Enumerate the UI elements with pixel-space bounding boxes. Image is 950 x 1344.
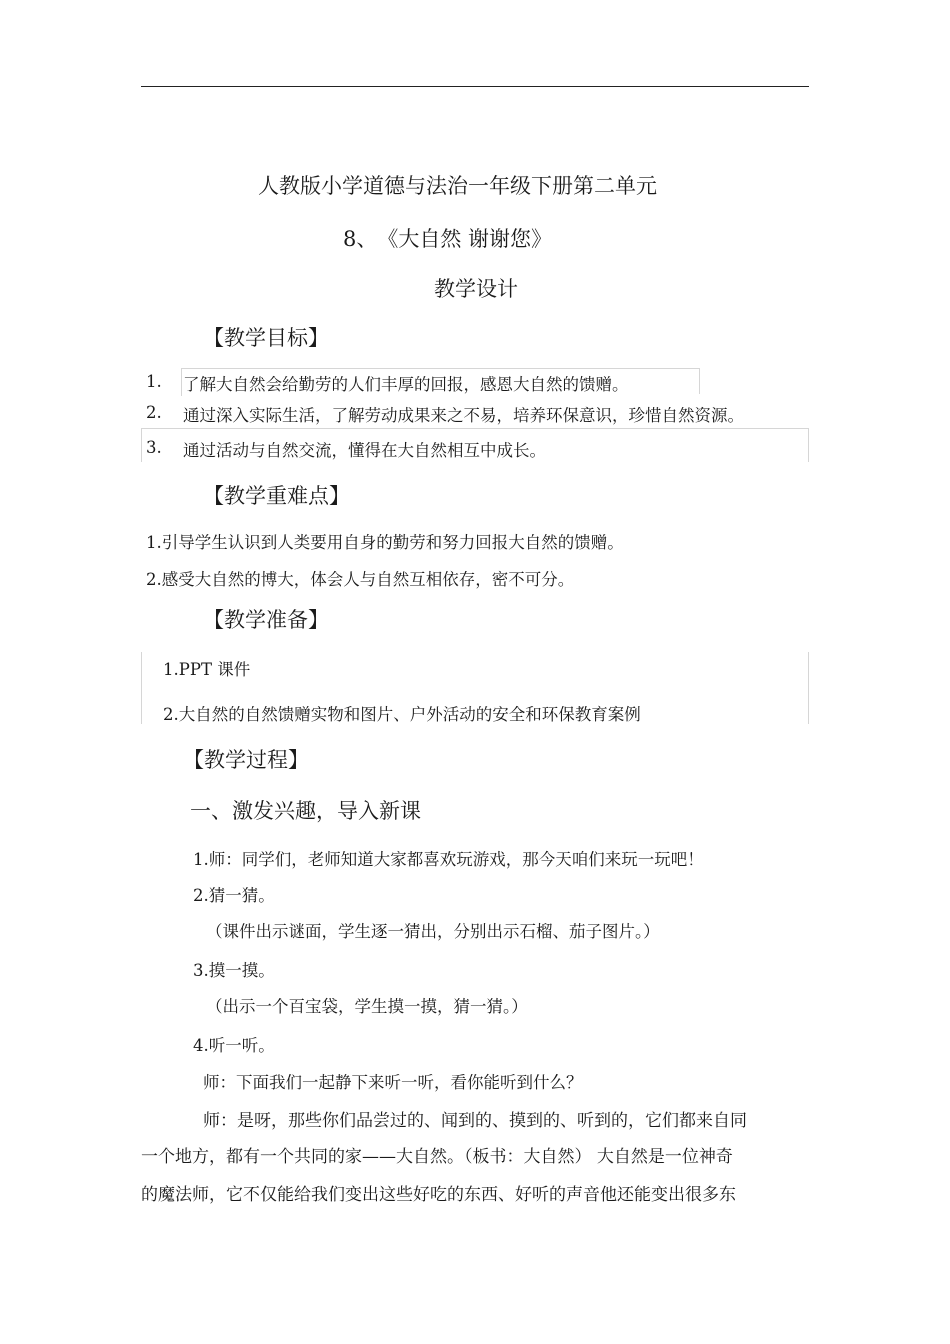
objective-item: 了解大自然会给勤劳的人们丰厚的回报，感恩大自然的馈赠。: [183, 375, 629, 394]
preparation-heading: 【教学准备】: [203, 608, 329, 632]
objective-number: 2.: [146, 403, 162, 422]
objective-number: 3.: [146, 438, 162, 457]
objective-item: 通过活动与自然交流，懂得在大自然相互中成长。: [183, 441, 546, 460]
process-step: 2.猜一猜。: [193, 886, 275, 905]
preparation-item: 1.PPT 课件: [163, 660, 251, 679]
process-step: 4.听一听。: [193, 1036, 275, 1055]
paragraph-line: 师：是呀，那些你们品尝过的、闻到的、摸到的、听到的，它们都来自同: [203, 1111, 747, 1131]
process-step: 3.摸一摸。: [193, 961, 275, 980]
header-rule: [141, 86, 809, 87]
section-heading: 一、激发兴趣，导入新课: [190, 799, 421, 823]
key-point-item: 2.感受大自然的博大，体会人与自然互相依存，密不可分。: [146, 570, 575, 589]
process-heading: 【教学过程】: [183, 748, 309, 772]
objectives-heading: 【教学目标】: [203, 326, 329, 350]
process-note: （课件出示谜面，学生逐一猜出，分别出示石榴、茄子图片。）: [206, 922, 660, 941]
process-step: 1.师：同学们，老师知道大家都喜欢玩游戏，那今天咱们来玩一玩吧！: [193, 850, 704, 869]
key-points-heading: 【教学重难点】: [203, 484, 350, 508]
doc-title: 人教版小学道德与法治一年级下册第二单元: [258, 174, 657, 198]
paragraph-line: 的魔法师，它不仅能给我们变出这些好吃的东西、好听的声音他还能变出很多东: [141, 1185, 736, 1205]
preparation-border-right: [808, 652, 809, 724]
key-point-item: 1.引导学生认识到人类要用自身的勤劳和努力回报大自然的馈赠。: [146, 533, 624, 552]
teacher-line: 师：下面我们一起静下来听一听，看你能听到什么？: [203, 1073, 583, 1092]
doc-subtitle: 教学设计: [434, 277, 518, 301]
process-note: （出示一个百宝袋，学生摸一摸，猜一猜。）: [206, 997, 528, 1016]
preparation-border-left: [141, 652, 142, 724]
preparation-item: 2.大自然的自然馈赠实物和图片、户外活动的安全和环保教育案例: [163, 705, 641, 724]
paragraph-line: 一个地方，都有一个共同的家——大自然。（板书：大自然） 大自然是一位神奇: [141, 1147, 733, 1167]
objective-item: 通过深入实际生活，了解劳动成果来之不易，培养环保意识，珍惜自然资源。: [183, 406, 744, 425]
objective-number: 1.: [146, 372, 162, 391]
lesson-title: 8、 《大自然 谢谢您》: [343, 227, 553, 251]
